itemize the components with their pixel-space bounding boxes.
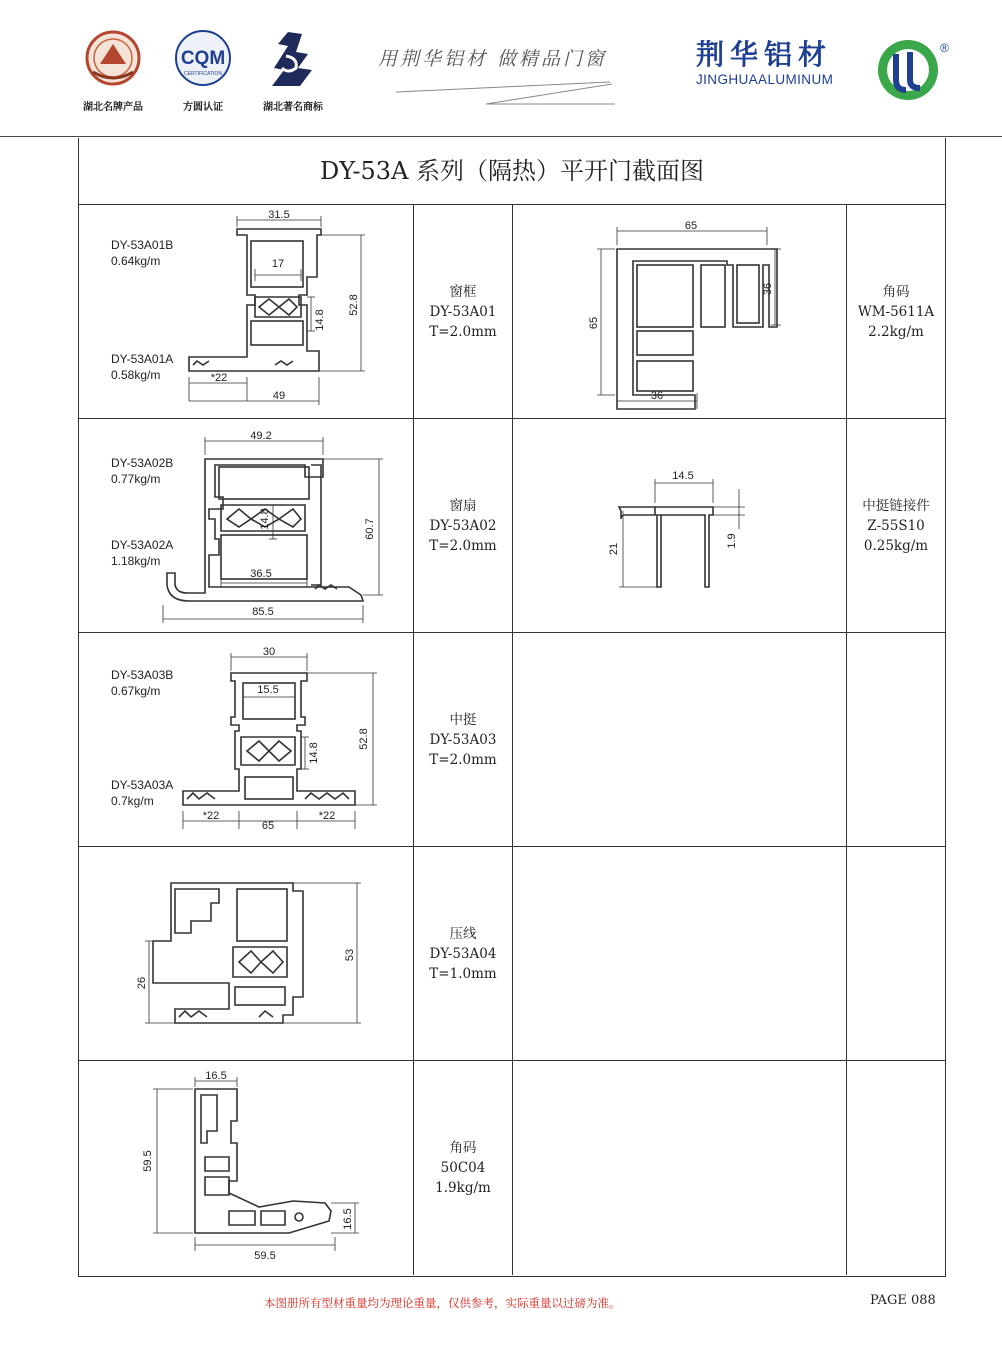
accessory-weight: 0.25kg/m [863,537,929,554]
dim-label: 14.5 [672,470,694,482]
page-number: PAGE 088 [870,1293,936,1308]
dim-label: 14.8 [314,309,326,331]
profile-weight: 0.7kg/m [111,794,154,808]
dim-label: *22 [318,810,336,822]
dim-label: 16.5 [342,1208,354,1230]
profile-info-cell [414,1061,513,1275]
accessory-drawing-cell [513,633,847,846]
table-row [79,633,945,847]
logo-caption: 湖北名牌产品 [83,102,143,113]
accessory-info [847,496,945,556]
profile-info-cell [414,847,513,1060]
profile-name: 压线 [449,925,477,942]
frame-section-drawing [79,205,414,419]
dim-label: 21 [608,542,620,556]
dim-label: 16.5 [205,1070,227,1082]
accessory-info-cell [847,1061,945,1275]
profile-spec: T=1.0mm [429,965,497,982]
mullion-section-drawing [79,633,414,847]
glazing-bead-section-drawing [79,847,414,1061]
profile-info [414,282,512,342]
dim-label: 60.7 [364,518,376,540]
logo-caption: 方圆认证 [183,102,223,113]
cqm-mark-subtext: CERTIFICATION [184,71,222,77]
dim-label: 49.2 [250,430,272,442]
accessory-info-cell [847,847,945,1060]
table-row [79,1061,945,1275]
profile-drawing-cell [79,205,414,418]
profile-model: DY-53A04 [429,945,497,962]
accessory-name: 角码 [882,283,910,300]
accessory-info [847,282,945,342]
profile-spec: T=2.0mm [429,751,497,768]
dim-label: 1.9 [726,533,738,549]
dim-label: 14.8 [259,508,271,530]
profile-name: 角码 [449,1140,477,1156]
dim-label: 49 [272,390,286,402]
logo-caption: 湖北著名商标 [263,102,323,113]
sash-section-drawing [79,419,414,633]
dim-label: 15.5 [257,684,279,696]
dim-label: 36 [650,390,664,402]
footer-note: 本图册所有型材重量均为理论重量，仅供参考，实际重量以过磅为准。 [264,1296,621,1310]
section-table [78,138,946,1277]
brand-logo-icon [0,0,1002,138]
profile-weight: 0.64kg/m [111,254,161,268]
accessory-model: Z-55S10 [867,517,925,534]
accessory-drawing-cell [513,847,847,1060]
dim-label: *22 [210,372,228,384]
corner-key-section-drawing [79,1061,414,1275]
brand-name-en: JINGHUAALUMINUM [696,72,834,87]
accessory-drawing-cell [513,1061,847,1275]
dim-label: 17 [271,258,285,270]
mullion-connector-drawing [513,419,847,633]
page-header [0,0,1002,138]
profile-code: DY-53A02B [111,456,174,470]
profile-info [414,1138,512,1198]
profile-spec: T=2.0mm [429,323,497,340]
profile-name: 中挺 [449,711,477,728]
dim-label: 14.8 [308,742,320,764]
profile-name: 窗框 [449,283,477,300]
dim-label: 52.8 [348,294,360,316]
profile-code: DY-53A02A [111,538,174,552]
accessory-name: 中挺链接件 [862,497,930,514]
profile-model: DY-53A03 [429,731,497,748]
profile-name: 窗扇 [449,497,477,514]
dim-label: 30 [262,646,276,658]
profile-drawing-cell [79,633,414,846]
accessory-info-cell [847,205,945,418]
accessory-weight: 2.2kg/m [868,323,924,340]
accessory-drawing-cell [513,205,847,418]
profile-code: DY-53A03B [111,668,174,682]
dim-label: 65 [684,220,698,232]
profile-weight: 1.18kg/m [111,554,161,568]
profile-weight: 0.67kg/m [111,684,161,698]
dim-label: 85.5 [252,606,274,618]
profile-code: DY-53A01B [111,238,174,252]
dim-label: 52.8 [358,728,370,750]
profile-model: 50C04 [440,1160,486,1176]
profile-spec: 1.9kg/m [435,1180,491,1196]
profile-info [414,496,512,556]
profile-info-cell [414,205,513,418]
profile-model: DY-53A02 [429,517,497,534]
profile-model: DY-53A01 [429,303,497,320]
registered-mark: ® [940,41,949,55]
accessory-info-cell [847,419,945,632]
profile-drawing-cell [79,1061,414,1275]
dim-label: *22 [202,810,220,822]
profile-weight: 0.58kg/m [111,368,161,382]
accessory-drawing-cell [513,419,847,632]
dim-label: 65 [588,316,600,330]
profile-info [414,924,512,984]
corner-bracket-drawing [513,205,847,419]
profile-info-cell [414,419,513,632]
header-divider [0,136,1002,137]
accessory-model: WM-5611A [857,303,935,320]
dim-label: 36.5 [250,568,272,580]
profile-code: DY-53A01A [111,352,174,366]
dim-label: 36 [762,282,774,296]
cqm-mark-text: CQM [180,48,226,69]
profile-info-cell [414,633,513,846]
slogan: 用荆华铝材 做精品门窗 [378,48,608,70]
dim-label: 59.5 [254,1250,276,1262]
profile-spec: T=2.0mm [429,537,497,554]
profile-drawing-cell [79,419,414,632]
profile-info [414,710,512,770]
brand-name-cn: 荆华铝材 [696,38,833,71]
dim-label: 65 [261,820,275,832]
dim-label: 26 [136,976,148,990]
table-row [79,847,945,1061]
table-row [79,419,945,633]
dim-label: 59.5 [142,1150,154,1172]
dim-label: 31.5 [268,209,290,221]
accessory-info-cell [847,633,945,846]
profile-weight: 0.77kg/m [111,472,161,486]
table-row [79,205,945,419]
page-title: DY-53A 系列（隔热）平开门截面图 [79,138,945,205]
profile-code: DY-53A03A [111,778,174,792]
dim-label: 53 [344,948,356,962]
profile-drawing-cell [79,847,414,1060]
